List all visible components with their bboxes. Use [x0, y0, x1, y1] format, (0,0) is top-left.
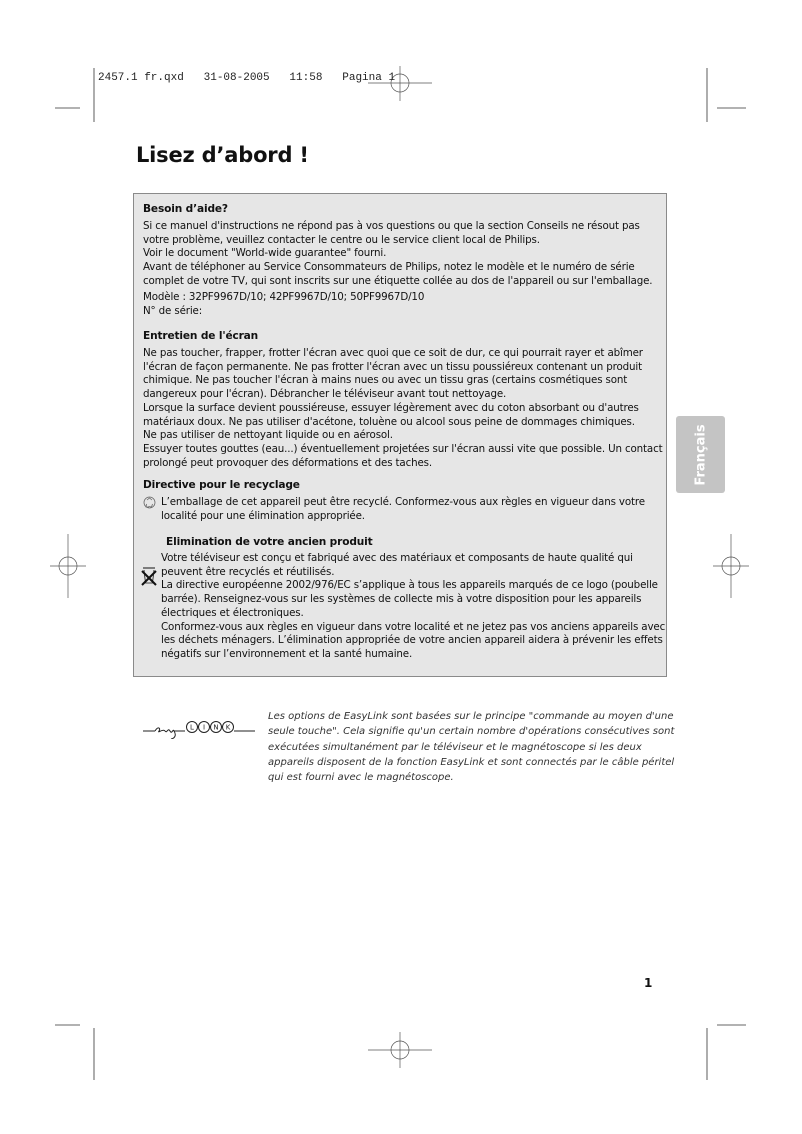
registration-mark-left — [50, 534, 86, 598]
serial-number-label: N° de série: — [143, 304, 203, 317]
page-number: 1 — [644, 976, 653, 990]
text-line: Lorsque la surface devient poussiéreuse, essuyer légèrement avec du coton absorbant ou d'autres — [143, 401, 639, 414]
text-line: L’emballage de cet appareil peut être recyclé. Conformez-vous aux règles en vigueur dans votre — [161, 496, 645, 508]
text-line: Voir le document "World-wide guarantee" fourni. — [143, 247, 387, 260]
easylink-description — [268, 709, 674, 785]
help-text — [143, 220, 652, 289]
text-line: localité pour une élimination appropriée. — [161, 509, 365, 522]
text-line: chimique. Ne pas toucher l'écran à mains nues ou avec un tissu gras (certains cosmétiques sont — [143, 374, 628, 387]
model-numbers: Modèle : 32PF9967D/10; 42PF9967D/10; 50PF9967D/10 — [143, 291, 425, 303]
recycling-heading: Directive pour le recyclage — [143, 479, 300, 491]
text-line: La directive européenne 2002/976/EC s’applique à tous les appareils marqués de ce logo (poubelle — [161, 579, 658, 592]
text-line: Ne pas utiliser de nettoyant liquide ou en aérosol. — [143, 429, 393, 442]
text-line: votre problème, veuillez contacter le centre ou le service client local de Philips. — [143, 233, 540, 246]
text-line: Ne pas toucher, frapper, frotter l'écran avec quoi que ce soit de dur, ce qui pourrait rayer et abîmer — [143, 347, 643, 359]
page-title: Lisez d’abord ! — [136, 143, 309, 167]
text-line: Si ce manuel d'instructions ne répond pas à vos questions ou que la section Conseils ne résout pas — [143, 220, 640, 232]
svg-text:I: I — [202, 723, 206, 732]
text-line: peuvent être recyclés et réutilisés. — [161, 565, 335, 578]
svg-text:N: N — [213, 723, 219, 732]
text-line: Essuyer toutes gouttes (eau...) éventuellement projetées sur l'écran aussi vite que possible. Un contact — [143, 442, 663, 455]
language-tab — [676, 416, 725, 493]
disposal-text — [161, 552, 665, 662]
text-line: Votre téléviseur est conçu et fabriqué avec des matériaux et composants de haute qualité qui — [161, 552, 633, 564]
recycle-icon — [143, 496, 156, 509]
text-line: Conformez-vous aux règles en vigueur dans votre localité et ne jetez pas vos anciens appareils avec — [161, 620, 666, 633]
text-line: barrée). Renseignez-vous sur les systèmes de collecte mis à votre disposition pour les appareils — [161, 593, 642, 606]
screen-heading: Entretien de l'écran — [143, 330, 259, 342]
text-line: Les options de EasyLink sont basées sur le principe "commande au moyen d'une — [268, 711, 674, 722]
text-line: exécutées simultanément par le téléviseur et le magnétoscope si les deux — [268, 741, 642, 753]
text-line: complet de votre TV, qui sont inscrits sur une étiquette collée au dos de l'appareil ou sur l'emballage. — [143, 274, 653, 287]
registration-mark-right — [713, 534, 749, 598]
disposal-heading: Elimination de votre ancien produit — [166, 536, 373, 548]
text-line: dangereux pour l'écran). Débrancher le téléviseur avant tout nettoyage. — [143, 388, 507, 401]
text-line: seule touche". Cela signifie qu'un certain nombre d'opérations consécutives sont — [268, 726, 675, 738]
recycling-text — [161, 496, 645, 523]
text-line: prolongé peut provoquer des déformations et des taches. — [143, 456, 432, 469]
text-line: appareils disposent de la fonction EasyLink et sont connectés par le câble péritel — [268, 756, 675, 768]
text-line: négatifs sur l’environnement et la santé humaine. — [161, 647, 413, 660]
print-slug: 2457.1 fr.qxd 31-08-2005 11:58 Pagina 1 — [98, 72, 396, 84]
model-info — [143, 291, 424, 318]
easylink-logo — [143, 719, 255, 739]
text-line: Avant de téléphoner au Service Consommateurs de Philips, notez le modèle et le numéro de série — [143, 261, 635, 274]
screen-text — [143, 347, 662, 470]
svg-text:K: K — [225, 723, 231, 732]
help-heading: Besoin d’aide? — [143, 203, 228, 215]
registration-mark-bottom — [368, 1032, 432, 1068]
text-line: l'écran de façon permanente. Ne pas frotter l'écran avec un tissu poussiéreux contenant un produit — [143, 360, 643, 373]
text-line: les déchets ménagers. L’élimination appropriée de votre ancien appareil aidera à prévenir les effets — [161, 634, 663, 647]
text-line: qui est fourni avec le magnétoscope. — [268, 772, 454, 784]
text-line: matériaux doux. Ne pas utiliser d'acétone, toluène ou alcool sous peine de dommages chimiques. — [143, 415, 635, 428]
language-tab-label: Français — [693, 423, 708, 486]
text-line: électriques et électroniques. — [161, 606, 304, 619]
crossed-bin-icon — [141, 566, 157, 586]
svg-text:L: L — [190, 723, 194, 732]
